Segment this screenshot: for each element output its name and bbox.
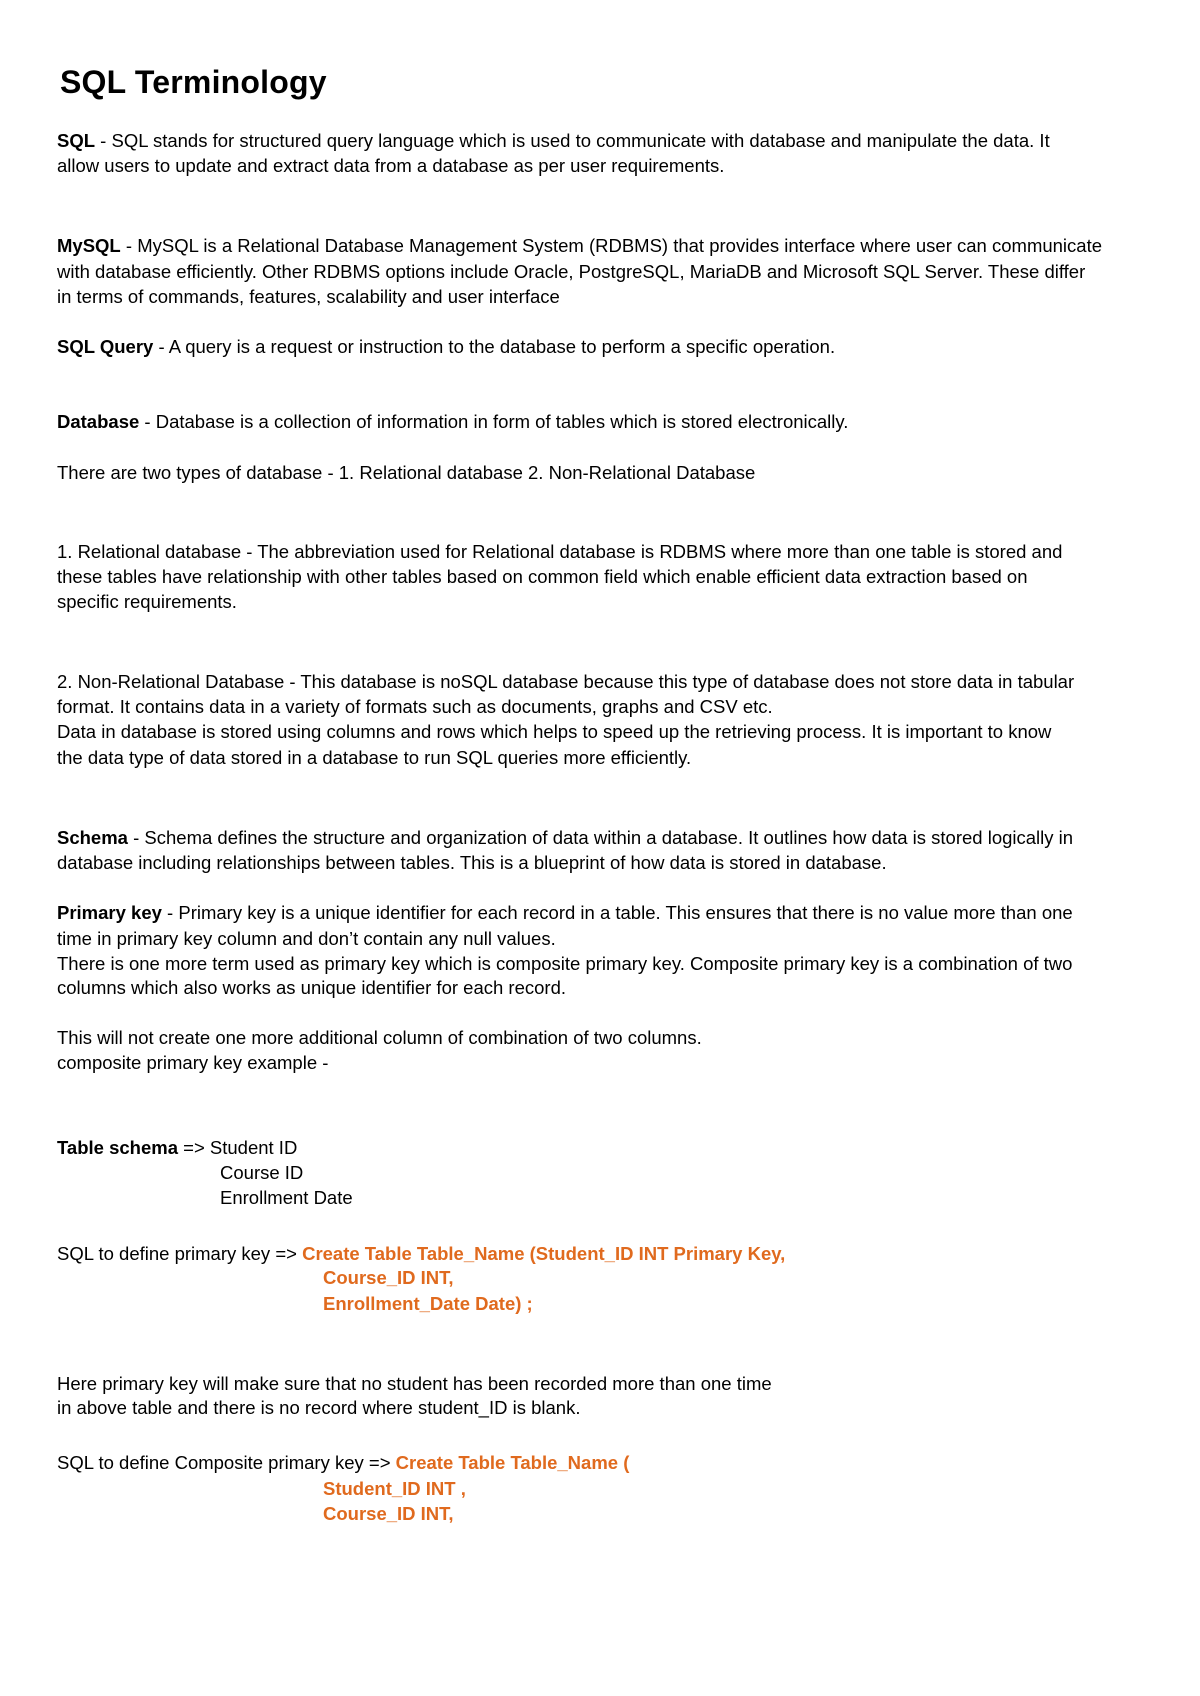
pk-note-line-2: in above table and there is no record where student_ID is blank. — [57, 1397, 581, 1418]
note-line-2: composite primary key example - — [57, 1052, 329, 1073]
database-types: There are two types of database - 1. Relational database 2. Non-Relational Database — [57, 462, 756, 483]
code-line: Create Table Table_Name ( — [395, 1452, 630, 1473]
separator: - — [139, 411, 156, 432]
relational-line-2: these tables have relationship with other tables based on common field which enable efficient data extraction based on — [57, 566, 1028, 587]
query-definition — [57, 333, 835, 360]
term-schema: Schema — [57, 827, 128, 848]
term-table-schema: Table schema — [57, 1137, 178, 1158]
sql-text: SQL stands for structured query language which is used to communicate with database and manipulate the data. It — [111, 130, 1050, 151]
term-primary-key: Primary key — [57, 902, 162, 923]
database-text: Database is a collection of information in form of tables which is stored electronically. — [155, 411, 849, 432]
nonrelational-line-2: format. It contains data in a variety of formats such as documents, graphs and CSV etc. — [57, 696, 773, 717]
separator: - — [95, 130, 112, 151]
note-line-1: This will not create one more additional column of combination of two columns. — [57, 1027, 702, 1048]
primary-key-line-2: time in primary key column and don’t contain any null values. — [57, 928, 556, 949]
primary-key-line-1 — [57, 899, 1073, 926]
nonrelational-line-1: 2. Non-Relational Database - This database is noSQL database because this type of database does not store data in tabular — [57, 671, 1075, 692]
page-title: SQL Terminology — [60, 64, 327, 100]
separator: - — [127, 827, 145, 848]
define-primary-key-label: SQL to define primary key => — [57, 1243, 297, 1264]
sql-definition-line-2: allow users to update and extract data from a database as per user requirements. — [57, 155, 725, 176]
database-definition — [57, 408, 848, 435]
sql-definition-line-1 — [57, 127, 1050, 154]
relational-line-3: specific requirements. — [57, 591, 237, 612]
mysql-text: MySQL is a Relational Database Management System (RDBMS) that provides interface where user can communicate — [137, 235, 1103, 256]
code-line: Enrollment_Date Date) ; — [323, 1293, 533, 1314]
nonrelational-line-4: the data type of data stored in a database to run SQL queries more efficiently. — [57, 747, 692, 768]
schema-definition-line-1 — [57, 824, 1073, 851]
schema-definition-line-2: database including relationships between tables. This is a blueprint of how data is stored in database. — [57, 852, 887, 873]
define-primary-key-line-1 — [57, 1240, 785, 1267]
code-line: Create Table Table_Name (Student_ID INT Primary Key, — [302, 1243, 786, 1264]
query-text: A query is a request or instruction to the database to perform a specific operation. — [168, 336, 836, 357]
mysql-definition-line-2: with database efficiently. Other RDBMS options include Oracle, PostgreSQL, MariaDB and Microsoft SQL Server. These differ — [57, 261, 1086, 282]
term-sql: SQL — [57, 130, 96, 151]
schema-column-enrollment-date: Enrollment Date — [220, 1187, 353, 1208]
mysql-definition-line-1 — [57, 232, 1102, 259]
schema-column-student-id: Student ID — [209, 1137, 298, 1158]
table-schema-label — [57, 1134, 297, 1161]
term-mysql: MySQL — [57, 235, 121, 256]
code-line: Student_ID INT , — [323, 1478, 466, 1499]
term-database: Database — [57, 411, 140, 432]
separator: - — [120, 235, 138, 256]
code-line: Course_ID INT, — [323, 1503, 454, 1524]
relational-line-1: 1. Relational database - The abbreviation used for Relational database is RDBMS where more than one table is stored and — [57, 541, 1063, 562]
nonrelational-line-3: Data in database is stored using columns and rows which helps to speed up the retrieving process. It is important to know — [57, 721, 1052, 742]
separator: - — [153, 336, 169, 357]
term-sql-query: SQL Query — [57, 336, 154, 357]
primary-key-line-4: columns which also works as unique identifier for each record. — [57, 977, 566, 998]
separator: - — [161, 902, 179, 923]
schema-column-course-id: Course ID — [220, 1162, 304, 1183]
separator: => — [178, 1137, 210, 1158]
define-composite-key-line-1 — [57, 1449, 629, 1476]
define-composite-key-label: SQL to define Composite primary key => — [57, 1452, 391, 1473]
primary-key-text: Primary key is a unique identifier for each record in a table. This ensures that there is no value more than one — [178, 902, 1073, 923]
code-line: Course_ID INT, — [323, 1267, 454, 1288]
mysql-definition-line-3: in terms of commands, features, scalability and user interface — [57, 286, 560, 307]
primary-key-line-3: There is one more term used as primary key which is composite primary key. Composite primary key is a combination of two — [57, 953, 1073, 974]
pk-note-line-1: Here primary key will make sure that no student has been recorded more than one time — [57, 1373, 772, 1394]
schema-text: Schema defines the structure and organization of data within a database. It outlines how data is stored logically in — [144, 827, 1074, 848]
